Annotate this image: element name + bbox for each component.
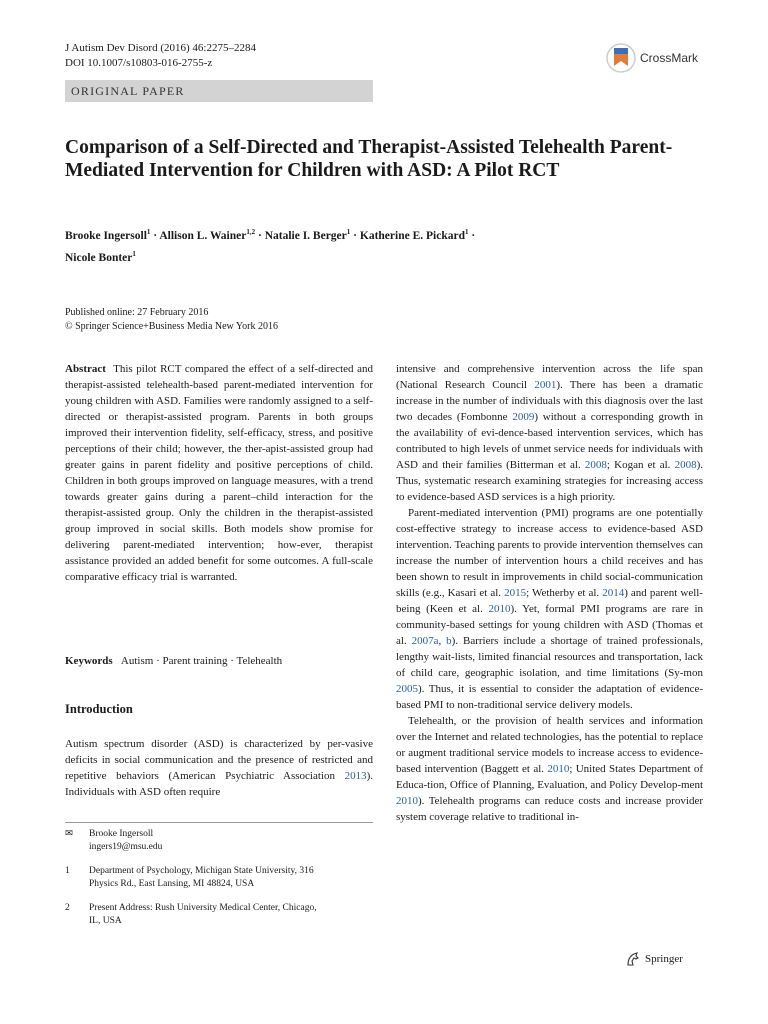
footnotes: [65, 828, 373, 939]
keywords-label: Keywords: [65, 655, 113, 667]
citation-link[interactable]: 2005: [396, 683, 418, 695]
section-heading-introduction: Introduction: [65, 702, 133, 716]
published-date: Published online: 27 February 2016: [65, 307, 209, 318]
citation-link[interactable]: 2010: [547, 763, 570, 775]
author[interactable]: Natalie I. Berger$^1$: [264, 228, 351, 242]
author[interactable]: Katherine E. Pickard$^1$: [359, 228, 469, 242]
author[interactable]: Brooke Ingersoll$^1$: [65, 228, 151, 242]
citation-link[interactable]: 2008: [584, 459, 607, 471]
citation-link[interactable]: b: [446, 635, 452, 647]
email-link[interactable]: ingers19@msu.edu: [89, 842, 163, 852]
author[interactable]: Allison L. Wainer$^{1,2}$: [159, 228, 256, 242]
citation-link[interactable]: 2001: [534, 379, 557, 391]
crossmark-badge[interactable]: [606, 40, 716, 76]
footnote-affiliation-1: 1 Department of Psychology, Michigan State University, 316 Physics Rd., East Lansing, MI 48824, USA: [65, 866, 314, 889]
introduction-paragraph: Autism spectrum disorder (ASD) is characterized by per-vasive deficits in social communication and the presence of restricted and repetitive behaviors (American Psychiatric Association 2013). Individuals with ASD often require: [65, 738, 373, 798]
publisher-footer: [625, 951, 683, 967]
body-paragraph: intensive and comprehensive intervention across the life span (National Research Council 2001). There has been a dramatic increase in the number of individuals with this diagnosis over the last two decades (Fombonne 2009) without a corresponding growth in the availability of evi-dence-based intervention services, which has contributed to high levels of unmet service needs for individuals with ASD and their families (Bitterman et al. 2008; Kogan et al. 2008). Thus, systematic research examining strategies for increasing access to evidence-based ASD services is a high priority.: [396, 363, 703, 503]
citation-link[interactable]: 2014: [602, 587, 625, 599]
citation-link[interactable]: 2013: [344, 770, 367, 782]
author-list: Brooke Ingersoll$^1$ · Allison L. Wainer$^{1,2}$ · Natalie I. Berger$^1$ · Katherine E. Pickard$^1$ · Nicole Bonter$^1$: [65, 228, 476, 264]
citation-link[interactable]: 2008: [674, 459, 697, 471]
citation-link[interactable]: 2015: [504, 587, 527, 599]
citation-link[interactable]: 2009: [512, 411, 535, 423]
doi[interactable]: DOI 10.1007/s10803-016-2755-z: [65, 57, 213, 69]
publisher-name: Springer: [645, 953, 683, 965]
body-paragraph: Telehealth, or the provision of health services and information over the Internet and related technologies, has the potential to replace or augment traditional service models to increase access to evidence-based intervention (Baggett et al. 2010; United States Department of Educa-tion, Office of Planning, Evaluation, and Policy Develop-ment 2010). Telehealth programs can reduce costs and increase provider system coverage relative to traditional in-: [396, 715, 704, 823]
abstract: [65, 361, 373, 585]
envelope-icon: ✉: [65, 829, 73, 839]
footnote-correspondence: ✉ Brooke Ingersoll ingers19@msu.edu: [65, 829, 163, 852]
body-paragraph: Parent-mediated intervention (PMI) programs are one potentially cost-effective strategy to increase access to evidence-based ASD intervention. Teaching parents to provide intervention themselves can increase the number of intervention hours a child receives and has been shown to result in improvements in child social-communication skills (e.g., Kasari et al. 2015; Wetherby et al. 2014) and parent well-being (Keen et al. 2010). Yet, formal PMI programs are rare in community-based settings for young children with ASD (Thomas et al. 2007a, b). Barriers include a shortage of trained professionals, lengthy wait-lists, limited financial resources and transportation, lack of child care, geographic isolation, and time limitations (Sy-mon 2005). Thus, it is essential to consider the adaptation of evidence-based PMI to non-traditional service delivery models.: [396, 507, 704, 711]
author[interactable]: Nicole Bonter$^1$: [65, 249, 136, 264]
footnote-divider: [65, 822, 373, 823]
crossmark-icon: [606, 41, 636, 75]
keywords-text: Autism · Parent training · Telehealth: [120, 655, 283, 667]
copyright: © Springer Science+Business Media New York 2016: [65, 321, 278, 332]
journal-citation: [65, 41, 256, 71]
citation-link[interactable]: 2010: [396, 795, 418, 807]
crossmark-label: CrossMark: [640, 51, 699, 65]
article-type-banner: ORIGINAL PAPER: [65, 80, 373, 102]
springer-horse-icon: [625, 951, 641, 967]
publication-info: [65, 306, 278, 334]
body-right-column: [396, 361, 703, 825]
keywords: [65, 653, 373, 669]
abstract-label: Abstract: [65, 363, 106, 375]
citation-link[interactable]: 2007a: [411, 635, 439, 647]
citation-link[interactable]: 2010: [488, 603, 511, 615]
journal-line: J Autism Dev Disord (2016) 46:2275–2284: [65, 42, 256, 54]
article-title: Comparison of a Self-Directed and Therapist-Assisted Telehealth Parent-Mediated Intervention for Children with ASD: A Pilot RCT: [65, 137, 673, 181]
abstract-text: This pilot RCT compared the effect of a self-directed and therapist-assisted telehealth-based parent-mediated intervention for young children with ASD. Families were randomly assigned to a self-directed or therapist-assisted program. Parents in both groups improved their intervention fidelity, self-efficacy, stress, and positive perceptions of their child; however, the ther-apist-assisted group had greater gains in parent fidelity and positive perceptions of child. Children in both groups improved on language measures, with a trend towards greater gains during a parent–child interaction for the therapist-assisted group. Only the children in the therapist-assisted group improved in social skills. Both models show promise for delivering parent-mediated intervention; how-ever, therapist assistance provided an added benefit for some outcomes. A full-scale comparative efficacy trial is warranted.: [65, 363, 373, 583]
footnote-affiliation-2: 2 Present Address: Rush University Medical Center, Chicago, IL, USA: [65, 903, 317, 926]
